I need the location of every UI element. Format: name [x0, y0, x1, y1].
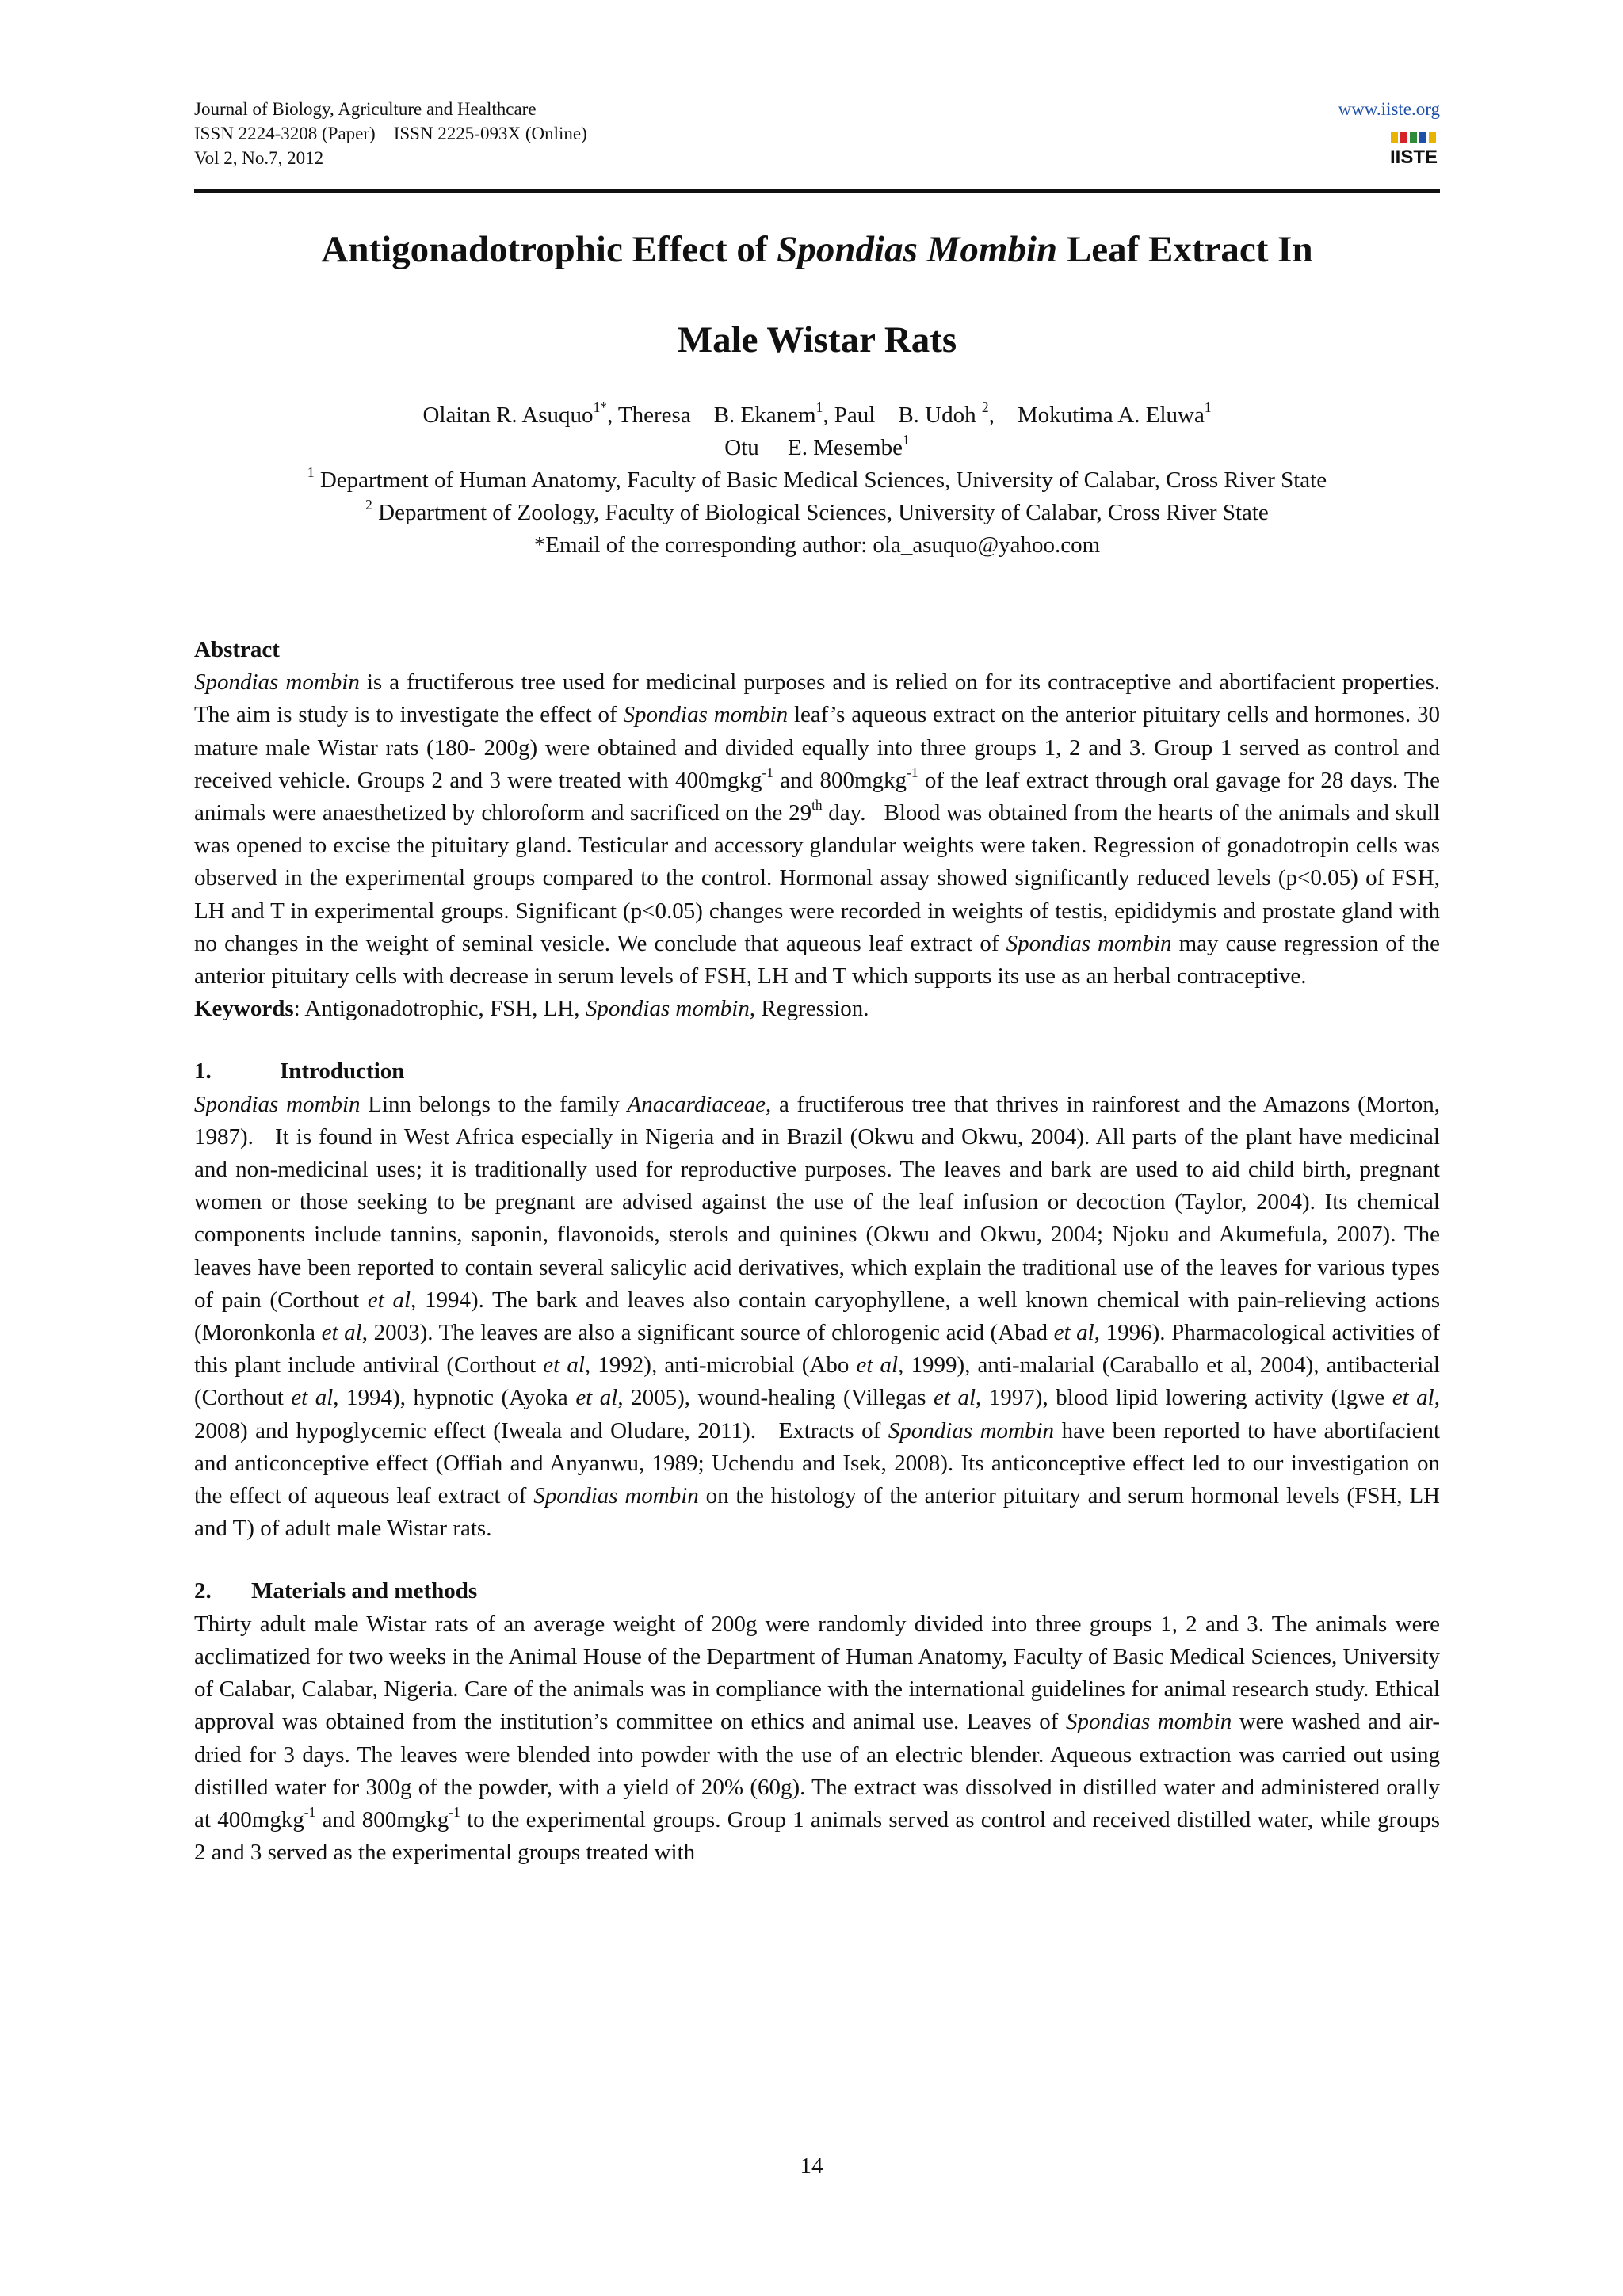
- article-body: [194, 634, 1446, 1869]
- section-heading-methods: 2. Materials and methods: [194, 1578, 478, 1604]
- site-url-link[interactable]: www.iiste.org: [1338, 99, 1440, 119]
- introduction-text: Spondias mombin Linn belongs to the family Anacardiaceae, a fructiferous tree that thrives in rainforest and the Amazons (Morton, 1987). It is found in West Africa especially in Nigeria and in Brazil (Okwu and Okwu, 2004). All parts of the plant have medicinal and non-medicinal uses; it is traditionally used for reproductive purposes. The leaves and bark are used to aid child birth, pregnant women or those seeking to be pregnant are advised against the use of the leaf infusion or decoction (Taylor, 2004). Its chemical components include tannins, saponin, flavonoids, sterols and quinines (Okwu and Okwu, 2004; Njoku and Akumefula, 2007). The leaves have been reported to contain several salicylic acid derivatives, which explain the traditional use of the leaves for various types of pain (Corthout et al, 1994). The bark and leaves also contain caryophyllene, a well known chemical with pain-relieving actions (Moronkonla et al, 2003). The leaves are also a significant source of chlorogenic acid (Abad et al, 1996). Pharmacological activities of this plant include antiviral (Corthout et al, 1992), anti-microbial (Abo et al, 1999), anti-malarial (Caraballo et al, 2004), antibacterial (Corthout et al, 1994), hypnotic (Ayoka et al, 2005), wound-healing (Villegas et al, 1997), blood lipid lowering activity (Igwe et al, 2008) and hypoglycemic effect (Iweala and Oludare, 2011). Extracts of Spondias mombin have been reported to have abortifacient and anticonceptive effect (Offiah and Anyanwu, 1989; Uchendu and Isek, 2008). Its anticonceptive effect led to our investigation on the effect of aqueous leaf extract of Spondias mombin on the histology of the anterior pituitary and serum hormonal levels (FSH, LH and T) of adult male Wistar rats.: [194, 1091, 1446, 1542]
- paper-title: Antigonadotrophic Effect of Spondias Mombin Leaf Extract In Male Wistar Rats: [321, 229, 1313, 360]
- iiste-logo: [1388, 130, 1440, 166]
- keywords: Keywords: Antigonadotrophic, FSH, LH, Spondias mombin, Regression.: [194, 996, 869, 1022]
- volume-line: Vol 2, No.7, 2012: [194, 148, 324, 168]
- author-names-line2: Otu E. Mesembe$^1$: [724, 431, 910, 460]
- page-number: 14: [800, 2153, 823, 2179]
- affiliation-2: $^2$ Department of Zoology, Faculty of Biological Sciences, University of Calabar, Cross River State: [365, 496, 1269, 525]
- journal-name: Journal of Biology, Agriculture and Healthcare: [194, 99, 537, 119]
- corresponding-email: *Email of the corresponding author: ola_asuquo@yahoo.com: [533, 532, 1101, 558]
- journal-info: [194, 97, 587, 170]
- logo-text: IISTE: [1389, 147, 1438, 166]
- running-header: [194, 97, 1440, 185]
- section-heading-introduction: 1. Introduction: [194, 1058, 405, 1085]
- page: [194, 97, 1446, 1866]
- title-species: Spondias Mombin: [777, 229, 1058, 270]
- header-rule: [194, 189, 1440, 193]
- author-block: [194, 399, 1440, 562]
- abstract-text: Spondias mombin is a fructiferous tree used for medicinal purposes and is relied on for its contraceptive and abortifacient properties. The aim is study is to investigate the effect of Spondias mombin leaf’s aqueous extract on the anterior pituitary cells and hormones. 30 mature male Wistar rats (180- 200g) were obtained and divided equally into three groups 1, 2 and 3. Group 1 served as control and received vehicle. Groups 2 and 3 were treated with 400mgkg$^{-1}$ and 800mgkg$^{-1}$ of the leaf extract through oral gavage for 28 days. The animals were anaesthetized by chloroform and sacrificed on the 29th day. Blood was obtained from the hearts of the animals and skull was opened to excise the pituitary gland. Testicular and accessory glandular weights were taken. Regression of gonadotropin cells was observed in the experimental groups compared to the control. Hormonal assay showed significantly reduced levels (p<0.05) of FSH, LH and T in experimental groups. Significant (p<0.05) changes were recorded in weights of testis, epididymis and prostate gland with no changes in the weight of seminal vesicle. We conclude that aqueous leaf extract of Spondias mombin may cause regression of the anterior pituitary cells with decrease in serum levels of FSH, LH and T which supports its use as an herbal contraceptive.: [194, 669, 1446, 990]
- author-names: Olaitan R. Asuquo$^{1*}$, Theresa B. Ekanem$^1$, Paul B. Udoh $^2$, Mokutima A. Eluwa$^1$: [422, 399, 1212, 428]
- methods-text: Thirty adult male Wistar rats of an average weight of 200g were randomly divided into three groups 1, 2 and 3. The animals were acclimatized for two weeks in the Animal House of the Department of Human Anatomy, Faculty of Basic Medical Sciences, University of Calabar, Calabar, Nigeria. Care of the animals was in compliance with the international guidelines for animal research study. Ethical approval was obtained from the institution’s committee on ethics and animal use. Leaves of Spondias mombin were washed and air-dried for 3 days. The leaves were blended into powder with the use of an electric blender. Aqueous extraction was carried out using distilled water for 300g of the powder, with a yield of 20% (60g). The extract was dissolved in distilled water and administered orally at 400mgkg$^{-1}$ and 800mgkg$^{-1}$ to the experimental groups. Group 1 animals served as control and received distilled water, while groups 2 and 3 served as the experimental groups treated with: [194, 1611, 1440, 1866]
- issn-line: ISSN 2224-3208 (Paper) ISSN 2225-093X (Online): [194, 124, 587, 143]
- abstract-heading: Abstract: [194, 637, 280, 662]
- journal-url[interactable]: [1338, 97, 1440, 121]
- affiliation-1: $^1$ Department of Human Anatomy, Faculty of Basic Medical Sciences, University of Calabar, Cross River State: [307, 463, 1327, 493]
